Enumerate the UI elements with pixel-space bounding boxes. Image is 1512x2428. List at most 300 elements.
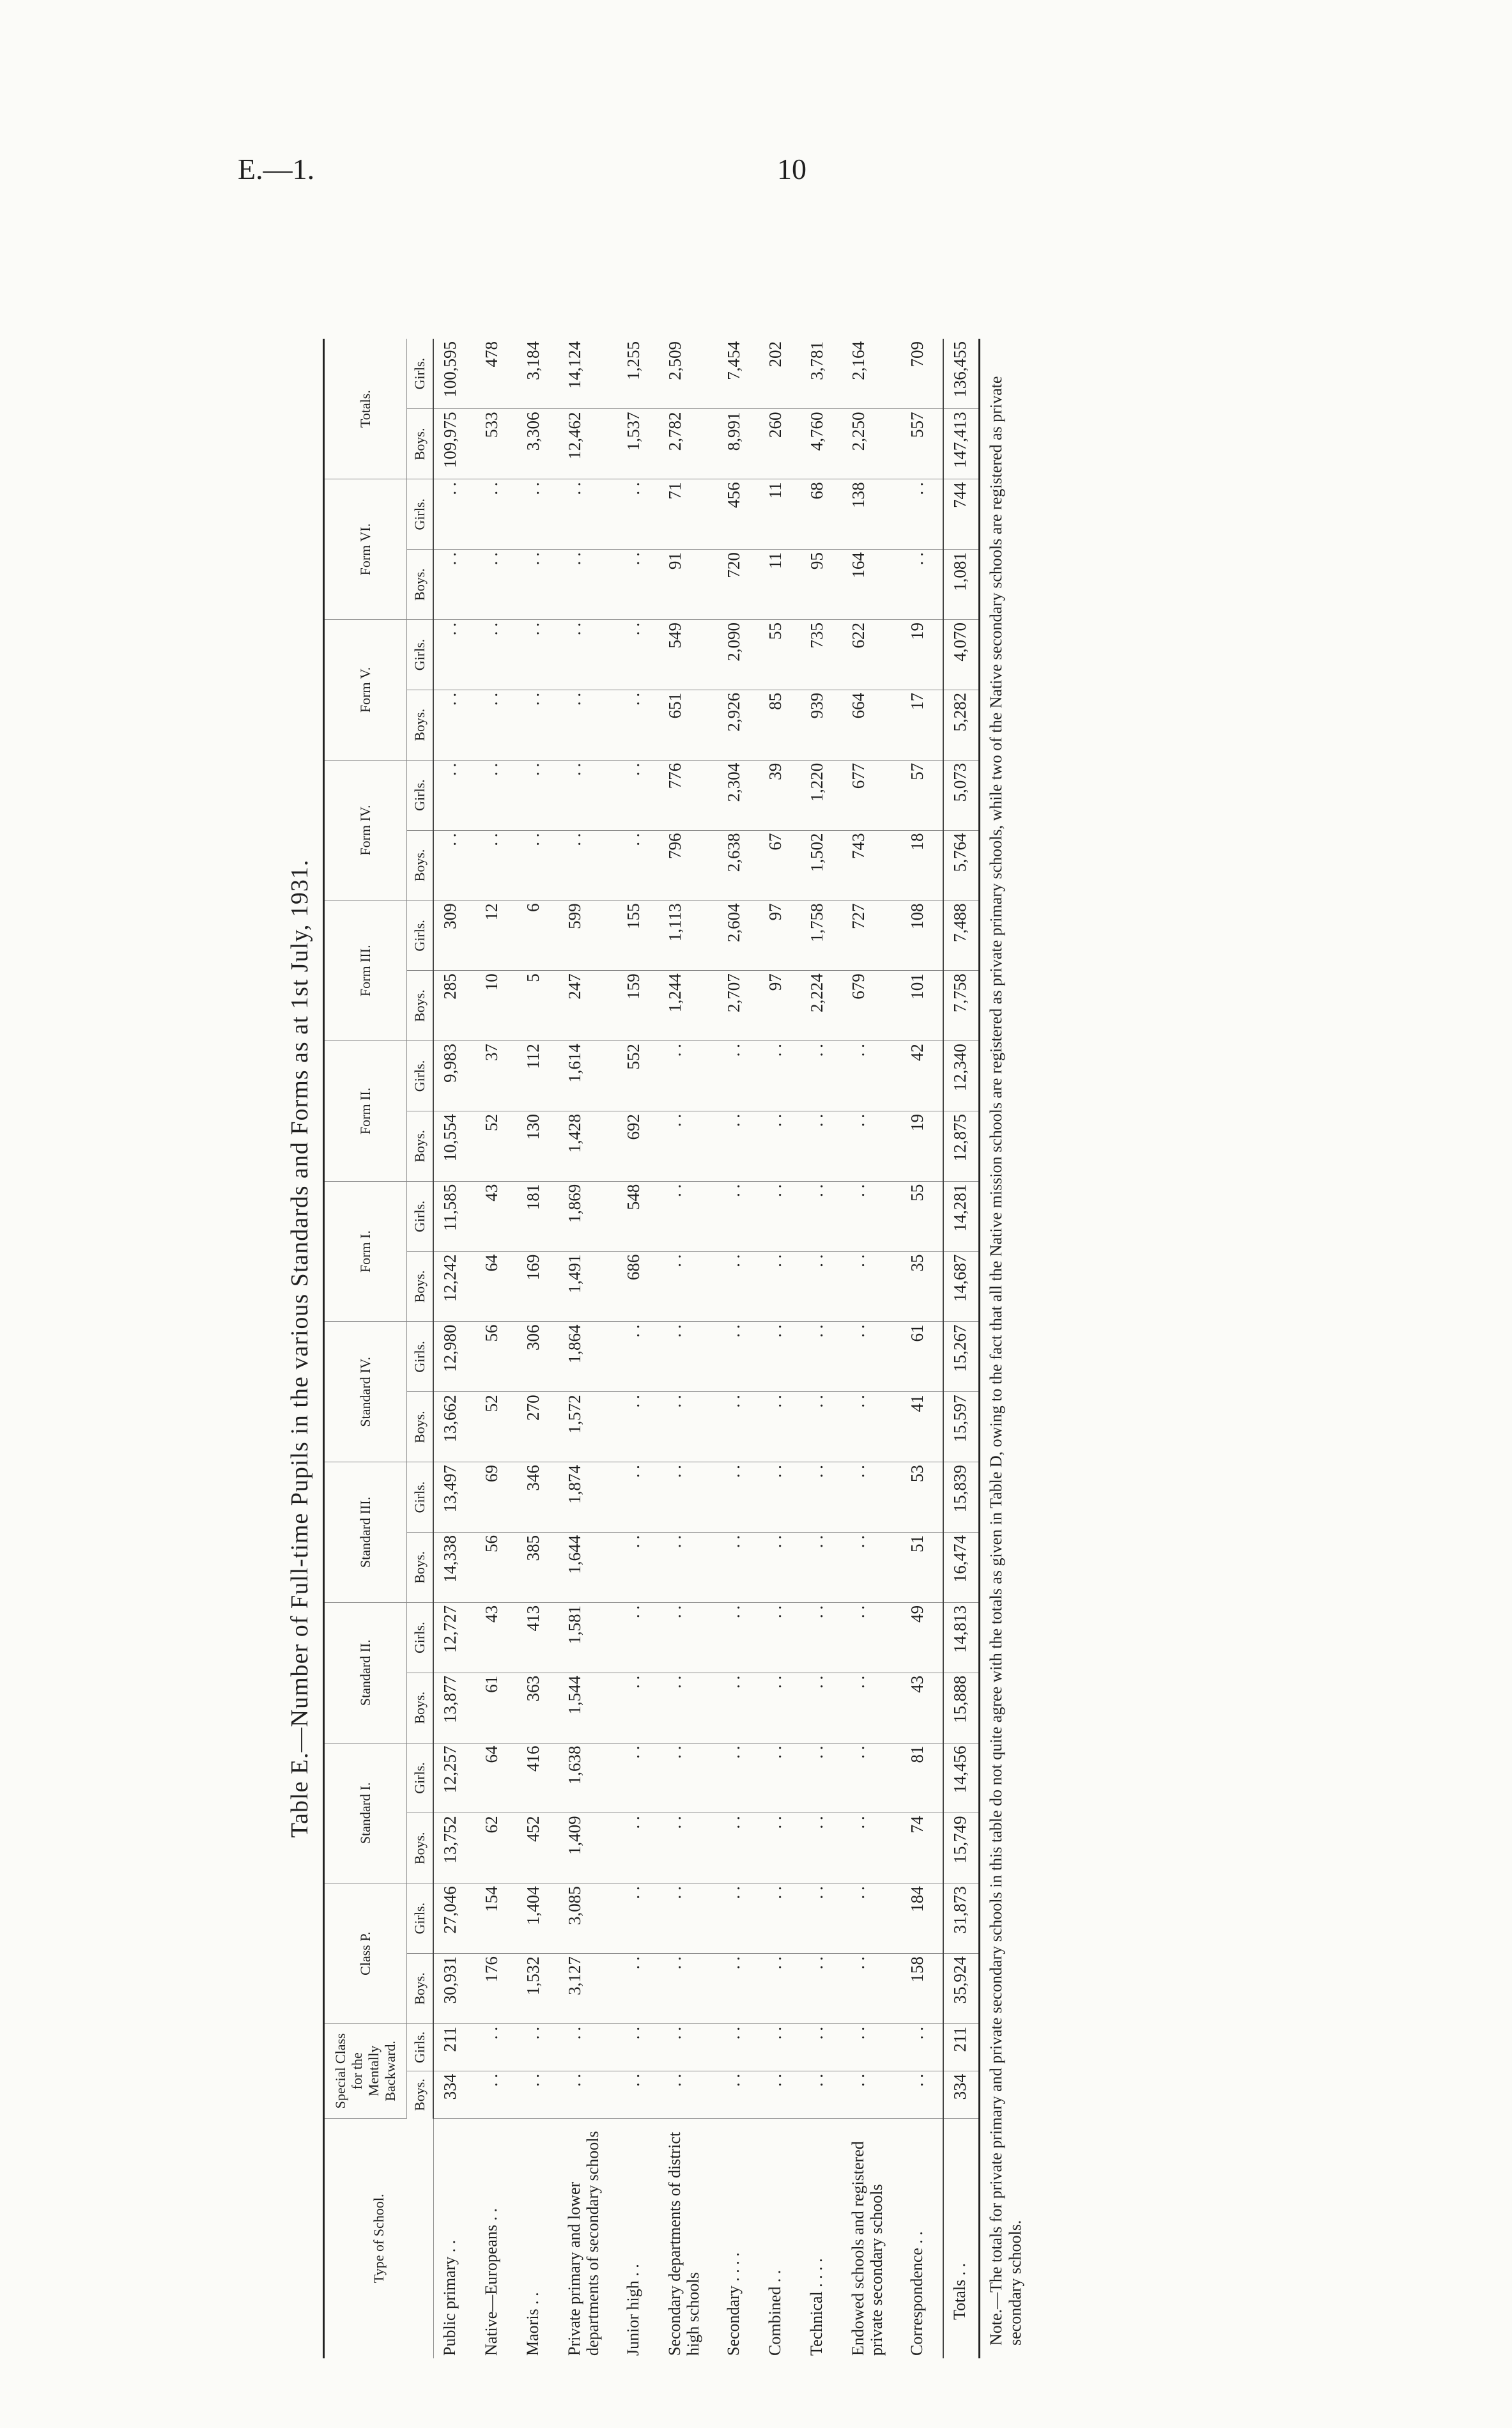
value-cell: 2,509 xyxy=(659,339,718,409)
value-cell: 677 xyxy=(842,760,901,830)
value-cell: . . xyxy=(617,620,659,690)
value-cell: 939 xyxy=(801,690,842,760)
value-cell: 2,707 xyxy=(718,971,759,1041)
value-cell: 2,638 xyxy=(718,830,759,901)
value-cell: 19 xyxy=(901,1111,943,1181)
value-cell: . . xyxy=(475,550,517,620)
school-type-cell: Correspondence . . xyxy=(907,2231,926,2356)
value-cell: 1,409 xyxy=(559,1813,617,1883)
page-number: 10 xyxy=(777,153,806,185)
value-cell: 1,113 xyxy=(659,901,718,971)
value-cell: . . xyxy=(801,2023,842,2071)
value-cell: . . xyxy=(433,690,475,760)
value-cell: 35 xyxy=(901,1251,943,1322)
school-type-cell: Secondary departments of district high schools xyxy=(665,2131,702,2356)
table-row xyxy=(801,339,842,2358)
totals-label: Totals . . xyxy=(943,2118,980,2358)
value-cell: 3,306 xyxy=(517,409,559,479)
value-cell: . . xyxy=(718,1111,759,1181)
value-cell: . . xyxy=(617,1673,659,1743)
school-type-cell: Public primary . . xyxy=(440,2239,459,2356)
value-cell: 533 xyxy=(475,409,517,479)
total-value-cell: 15,839 xyxy=(943,1462,980,1533)
boys-header: Boys. xyxy=(407,1392,434,1462)
value-cell: 270 xyxy=(517,1392,559,1462)
value-cell: . . xyxy=(801,1041,842,1111)
value-cell: 68 xyxy=(801,479,842,550)
value-cell: 155 xyxy=(617,901,659,971)
table-row xyxy=(901,339,943,2358)
total-value-cell: 136,455 xyxy=(943,339,980,409)
value-cell: . . xyxy=(517,550,559,620)
table-note: Note.—The totals for private primary and private secondary schools in this table do not quite agree with the totals as given in Table D, owing to the fact that all the Native mission schools are registered as private primary schools, while two of the Native secondary schools are registered as private secondary schools. xyxy=(987,376,1024,2346)
total-value-cell: 5,764 xyxy=(943,830,980,901)
table-row xyxy=(842,339,901,2358)
value-cell: 1,864 xyxy=(559,1322,617,1392)
boys-header: Boys. xyxy=(407,1111,434,1181)
value-cell: 108 xyxy=(901,901,943,971)
value-cell: . . xyxy=(718,1533,759,1603)
value-cell: 478 xyxy=(475,339,517,409)
table-row xyxy=(718,339,759,2358)
girls-header: Girls. xyxy=(407,2023,434,2071)
value-cell: 679 xyxy=(842,971,901,1041)
value-cell: . . xyxy=(433,479,475,550)
value-cell: 309 xyxy=(433,901,475,971)
value-cell: 776 xyxy=(659,760,718,830)
value-cell: . . xyxy=(659,1181,718,1251)
value-cell: 1,255 xyxy=(617,339,659,409)
value-cell: . . xyxy=(659,1743,718,1813)
value-cell: . . xyxy=(718,1954,759,2024)
value-cell: . . xyxy=(559,620,617,690)
value-cell: 2,164 xyxy=(842,339,901,409)
value-cell: . . xyxy=(718,1462,759,1533)
total-value-cell: 7,488 xyxy=(943,901,980,971)
value-cell: . . xyxy=(842,1111,901,1181)
value-cell: . . xyxy=(617,1743,659,1813)
value-cell: . . xyxy=(759,1462,801,1533)
value-cell: . . xyxy=(659,1883,718,1954)
value-cell: 138 xyxy=(842,479,901,550)
value-cell: 95 xyxy=(801,550,842,620)
value-cell: 456 xyxy=(718,479,759,550)
value-cell: 64 xyxy=(475,1251,517,1322)
group-header: Form I. xyxy=(325,1181,407,1322)
value-cell: 202 xyxy=(759,339,801,409)
value-cell: 5 xyxy=(517,971,559,1041)
value-cell: . . xyxy=(759,1322,801,1392)
total-value-cell: 5,073 xyxy=(943,760,980,830)
girls-header: Girls. xyxy=(407,479,434,550)
value-cell: 413 xyxy=(517,1602,559,1673)
girls-header: Girls. xyxy=(407,1181,434,1251)
value-cell: 549 xyxy=(659,620,718,690)
value-cell: 1,544 xyxy=(559,1673,617,1743)
group-header: Standard IV. xyxy=(325,1322,407,1462)
value-cell: 109,975 xyxy=(433,409,475,479)
value-cell: . . xyxy=(718,1181,759,1251)
value-cell: 1,532 xyxy=(517,1954,559,2024)
total-value-cell: 7,758 xyxy=(943,971,980,1041)
value-cell: 69 xyxy=(475,1462,517,1533)
value-cell: . . xyxy=(433,550,475,620)
value-cell: . . xyxy=(842,1743,901,1813)
group-header: Standard I. xyxy=(325,1743,407,1883)
total-value-cell: 12,875 xyxy=(943,1111,980,1181)
value-cell: 1,572 xyxy=(559,1392,617,1462)
value-cell: . . xyxy=(842,1181,901,1251)
sub-header-row xyxy=(407,339,434,2358)
value-cell: . . xyxy=(901,2023,943,2071)
value-cell: . . xyxy=(433,620,475,690)
value-cell: . . xyxy=(759,1883,801,1954)
value-cell: 158 xyxy=(901,1954,943,2024)
value-cell: . . xyxy=(475,2023,517,2071)
value-cell: 1,758 xyxy=(801,901,842,971)
value-cell: . . xyxy=(617,2023,659,2071)
value-cell: . . xyxy=(617,830,659,901)
value-cell: 101 xyxy=(901,971,943,1041)
value-cell: . . xyxy=(517,2071,559,2118)
value-cell: . . xyxy=(659,1462,718,1533)
value-cell: 97 xyxy=(759,971,801,1041)
value-cell: 1,874 xyxy=(559,1462,617,1533)
value-cell: . . xyxy=(759,1954,801,2024)
boys-header: Boys. xyxy=(407,1673,434,1743)
group-header: Form III. xyxy=(325,901,407,1041)
value-cell: 100,595 xyxy=(433,339,475,409)
total-value-cell: 31,873 xyxy=(943,1883,980,1954)
girls-header: Girls. xyxy=(407,1041,434,1111)
value-cell: . . xyxy=(842,1392,901,1462)
value-cell: 664 xyxy=(842,690,901,760)
girls-header: Girls. xyxy=(407,1462,434,1533)
table-row xyxy=(433,339,475,2358)
value-cell: . . xyxy=(842,1462,901,1533)
value-cell: 39 xyxy=(759,760,801,830)
group-header-row xyxy=(325,339,407,2358)
value-cell: 385 xyxy=(517,1533,559,1603)
value-cell: . . xyxy=(659,2071,718,2118)
value-cell: 2,224 xyxy=(801,971,842,1041)
value-cell: . . xyxy=(718,1251,759,1322)
value-cell: . . xyxy=(801,1813,842,1883)
group-header: Form II. xyxy=(325,1041,407,1182)
value-cell: 14,338 xyxy=(433,1533,475,1603)
group-header: Standard II. xyxy=(325,1602,407,1743)
value-cell: 62 xyxy=(475,1813,517,1883)
value-cell: . . xyxy=(617,1954,659,2024)
value-cell: . . xyxy=(801,1883,842,1954)
group-header: Form VI. xyxy=(325,479,407,620)
total-value-cell: 15,597 xyxy=(943,1392,980,1462)
value-cell: 11 xyxy=(759,479,801,550)
school-type-cell: Maoris . . xyxy=(523,2292,542,2356)
value-cell: 1,404 xyxy=(517,1883,559,1954)
value-cell: . . xyxy=(517,760,559,830)
group-header: Totals. xyxy=(325,339,407,479)
value-cell: . . xyxy=(759,1743,801,1813)
value-cell: 159 xyxy=(617,971,659,1041)
value-cell: 43 xyxy=(901,1673,943,1743)
table-row xyxy=(617,339,659,2358)
value-cell: 12 xyxy=(475,901,517,971)
value-cell: . . xyxy=(433,830,475,901)
girls-header: Girls. xyxy=(407,1743,434,1813)
value-cell: 52 xyxy=(475,1392,517,1462)
value-cell: 306 xyxy=(517,1322,559,1392)
type-of-school-header: Type of School. xyxy=(325,2118,433,2358)
value-cell: . . xyxy=(759,1041,801,1111)
value-cell: 3,781 xyxy=(801,339,842,409)
value-cell: 796 xyxy=(659,830,718,901)
value-cell: . . xyxy=(617,690,659,760)
value-cell: . . xyxy=(617,1462,659,1533)
value-cell: 709 xyxy=(901,339,943,409)
value-cell: . . xyxy=(901,550,943,620)
value-cell: 346 xyxy=(517,1462,559,1533)
pupils-table xyxy=(325,339,980,2358)
value-cell: 12,462 xyxy=(559,409,617,479)
value-cell: . . xyxy=(433,760,475,830)
value-cell: . . xyxy=(801,1392,842,1462)
value-cell: . . xyxy=(801,1954,842,2024)
group-header: Standard III. xyxy=(325,1462,407,1603)
value-cell: 10 xyxy=(475,971,517,1041)
school-type-cell: Secondary . . . . xyxy=(724,2252,743,2356)
boys-header: Boys. xyxy=(407,971,434,1041)
value-cell: 7,454 xyxy=(718,339,759,409)
rotated-table-block xyxy=(277,339,1235,2358)
value-cell: 720 xyxy=(718,550,759,620)
value-cell: . . xyxy=(517,690,559,760)
value-cell: 285 xyxy=(433,971,475,1041)
value-cell: 18 xyxy=(901,830,943,901)
value-cell: 3,085 xyxy=(559,1883,617,1954)
value-cell: . . xyxy=(801,1111,842,1181)
value-cell: . . xyxy=(475,690,517,760)
value-cell: . . xyxy=(842,1322,901,1392)
table-row xyxy=(759,339,801,2358)
boys-header: Boys. xyxy=(407,409,434,479)
value-cell: . . xyxy=(801,1322,842,1392)
value-cell: 85 xyxy=(759,690,801,760)
value-cell: 9,983 xyxy=(433,1041,475,1111)
value-cell: . . xyxy=(801,1251,842,1322)
value-cell: 416 xyxy=(517,1743,559,1813)
value-cell: 67 xyxy=(759,830,801,901)
value-cell: 56 xyxy=(475,1322,517,1392)
value-cell: . . xyxy=(759,1813,801,1883)
group-header: Form IV. xyxy=(325,760,407,901)
value-cell: 1,581 xyxy=(559,1602,617,1673)
value-cell: . . xyxy=(559,760,617,830)
value-cell: 735 xyxy=(801,620,842,690)
school-type-cell: Junior high . . xyxy=(624,2264,642,2356)
value-cell: . . xyxy=(475,2071,517,2118)
value-cell: . . xyxy=(617,1813,659,1883)
table-frame xyxy=(323,339,980,2358)
value-cell: . . xyxy=(901,479,943,550)
value-cell: 71 xyxy=(659,479,718,550)
value-cell: . . xyxy=(517,830,559,901)
value-cell: 3,184 xyxy=(517,339,559,409)
table-row xyxy=(517,339,559,2358)
girls-header: Girls. xyxy=(407,1883,434,1954)
value-cell: . . xyxy=(475,620,517,690)
value-cell: 43 xyxy=(475,1181,517,1251)
value-cell: 260 xyxy=(759,409,801,479)
value-cell: 452 xyxy=(517,1813,559,1883)
value-cell: 3,127 xyxy=(559,1954,617,2024)
value-cell: 1,614 xyxy=(559,1041,617,1111)
value-cell: . . xyxy=(842,1883,901,1954)
value-cell: 247 xyxy=(559,971,617,1041)
value-cell: 743 xyxy=(842,830,901,901)
value-cell: 184 xyxy=(901,1883,943,1954)
value-cell: . . xyxy=(517,620,559,690)
value-cell: . . xyxy=(659,1533,718,1603)
school-type-cell: Private primary and lower departments of secondary schools xyxy=(565,2131,602,2356)
value-cell: . . xyxy=(801,1602,842,1673)
school-type-cell: Combined . . xyxy=(766,2269,784,2356)
value-cell: 176 xyxy=(475,1954,517,2024)
boys-header: Boys. xyxy=(407,550,434,620)
value-cell: 2,926 xyxy=(718,690,759,760)
total-value-cell: 4,070 xyxy=(943,620,980,690)
total-value-cell: 16,474 xyxy=(943,1533,980,1603)
value-cell: 43 xyxy=(475,1602,517,1673)
value-cell: 557 xyxy=(901,409,943,479)
value-cell: . . xyxy=(475,479,517,550)
girls-header: Girls. xyxy=(407,620,434,690)
value-cell: . . xyxy=(617,2071,659,2118)
value-cell: 8,991 xyxy=(718,409,759,479)
girls-header: Girls. xyxy=(407,1602,434,1673)
value-cell: . . xyxy=(559,690,617,760)
value-cell: . . xyxy=(759,1181,801,1251)
value-cell: . . xyxy=(659,1673,718,1743)
value-cell: . . xyxy=(617,1533,659,1603)
value-cell: 11 xyxy=(759,550,801,620)
value-cell: . . xyxy=(475,830,517,901)
total-value-cell: 14,456 xyxy=(943,1743,980,1813)
value-cell: . . xyxy=(901,2071,943,2118)
value-cell: 12,257 xyxy=(433,1743,475,1813)
value-cell: 363 xyxy=(517,1673,559,1743)
value-cell: 334 xyxy=(433,2071,475,2118)
boys-header: Boys. xyxy=(407,690,434,760)
value-cell: 1,502 xyxy=(801,830,842,901)
value-cell: 1,638 xyxy=(559,1743,617,1813)
value-cell: . . xyxy=(759,1111,801,1181)
boys-header: Boys. xyxy=(407,1813,434,1883)
total-value-cell: 14,281 xyxy=(943,1181,980,1251)
value-cell: 548 xyxy=(617,1181,659,1251)
table-row xyxy=(659,339,718,2358)
value-cell: . . xyxy=(659,1602,718,1673)
value-cell: 52 xyxy=(475,1111,517,1181)
boys-header: Boys. xyxy=(407,2071,434,2118)
value-cell: . . xyxy=(659,1813,718,1883)
value-cell: 11,585 xyxy=(433,1181,475,1251)
group-header: Form V. xyxy=(325,620,407,761)
value-cell: . . xyxy=(801,1743,842,1813)
value-cell: . . xyxy=(617,1322,659,1392)
value-cell: . . xyxy=(842,1602,901,1673)
value-cell: . . xyxy=(842,1954,901,2024)
value-cell: . . xyxy=(659,1251,718,1322)
total-value-cell: 14,687 xyxy=(943,1251,980,1322)
value-cell: 1,220 xyxy=(801,760,842,830)
value-cell: 53 xyxy=(901,1462,943,1533)
value-cell: . . xyxy=(718,1602,759,1673)
value-cell: . . xyxy=(559,479,617,550)
total-value-cell: 35,924 xyxy=(943,1954,980,2024)
value-cell: . . xyxy=(801,2071,842,2118)
total-value-cell: 15,749 xyxy=(943,1813,980,1883)
value-cell: 41 xyxy=(901,1392,943,1462)
value-cell: . . xyxy=(842,1251,901,1322)
value-cell: 56 xyxy=(475,1533,517,1603)
value-cell: 112 xyxy=(517,1041,559,1111)
value-cell: . . xyxy=(718,2071,759,2118)
group-header: Class P. xyxy=(325,1883,407,2024)
total-value-cell: 744 xyxy=(943,479,980,550)
girls-header: Girls. xyxy=(407,760,434,830)
value-cell: 1,491 xyxy=(559,1251,617,1322)
value-cell: . . xyxy=(842,1533,901,1603)
total-value-cell: 12,340 xyxy=(943,1041,980,1111)
total-value-cell: 5,282 xyxy=(943,690,980,760)
value-cell: . . xyxy=(659,1111,718,1181)
value-cell: . . xyxy=(801,1533,842,1603)
value-cell: . . xyxy=(659,1322,718,1392)
value-cell: . . xyxy=(718,1673,759,1743)
value-cell: . . xyxy=(659,1041,718,1111)
value-cell: 13,662 xyxy=(433,1392,475,1462)
value-cell: . . xyxy=(759,1673,801,1743)
value-cell: . . xyxy=(718,1743,759,1813)
value-cell: . . xyxy=(759,1392,801,1462)
value-cell: . . xyxy=(842,1041,901,1111)
value-cell: 74 xyxy=(901,1813,943,1883)
value-cell: 10,554 xyxy=(433,1111,475,1181)
value-cell: 154 xyxy=(475,1883,517,1954)
value-cell: . . xyxy=(559,2071,617,2118)
value-cell: 61 xyxy=(475,1673,517,1743)
total-value-cell: 14,813 xyxy=(943,1602,980,1673)
value-cell: 4,760 xyxy=(801,409,842,479)
value-cell: . . xyxy=(718,2023,759,2071)
value-cell: . . xyxy=(718,1392,759,1462)
value-cell: 686 xyxy=(617,1251,659,1322)
value-cell: 651 xyxy=(659,690,718,760)
value-cell: 51 xyxy=(901,1533,943,1603)
value-cell: . . xyxy=(617,550,659,620)
value-cell: 55 xyxy=(759,620,801,690)
value-cell: 622 xyxy=(842,620,901,690)
value-cell: . . xyxy=(617,1883,659,1954)
table-title: Table E.—Number of Full-time Pupils in the various Standards and Forms as at 1st July, 1931. xyxy=(286,859,313,1838)
boys-header: Boys. xyxy=(407,830,434,901)
value-cell: 2,782 xyxy=(659,409,718,479)
value-cell: 164 xyxy=(842,550,901,620)
value-cell: . . xyxy=(718,1041,759,1111)
value-cell: . . xyxy=(559,830,617,901)
value-cell: 17 xyxy=(901,690,943,760)
